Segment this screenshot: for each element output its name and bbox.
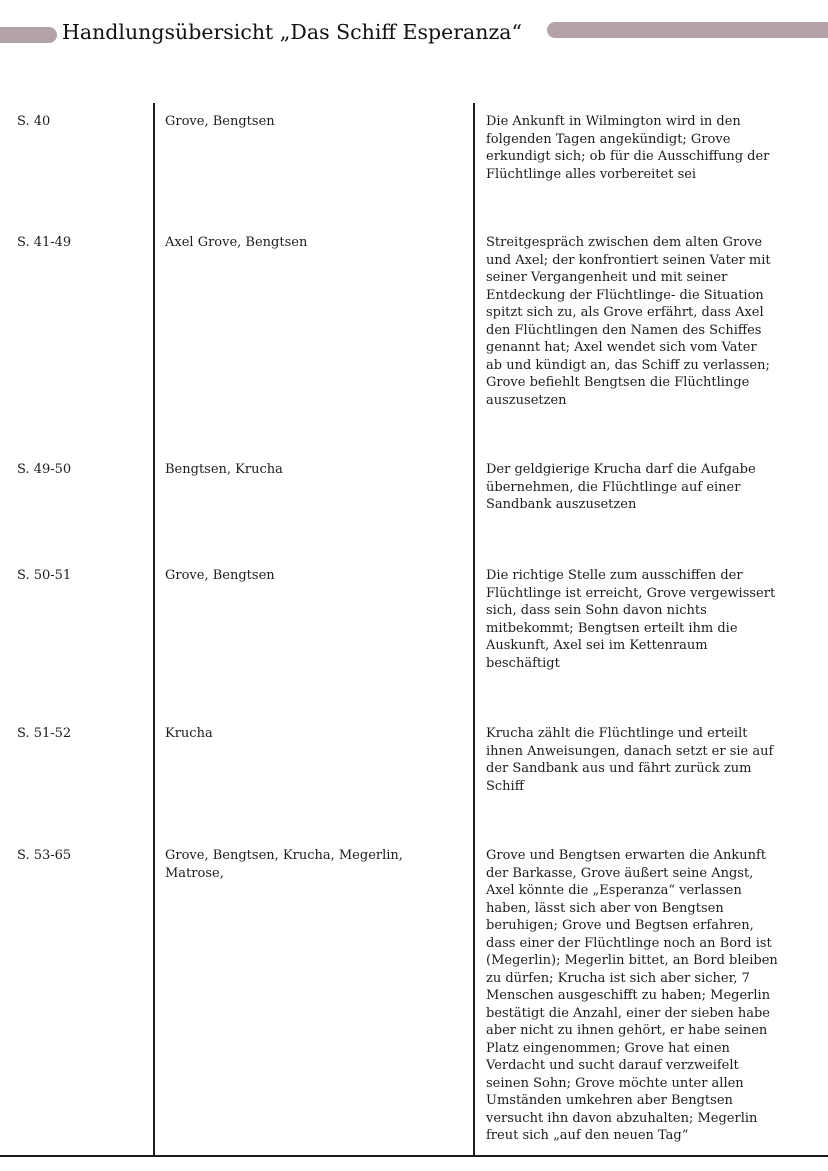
- summary-cell: [486, 725, 816, 795]
- summary-line: dass einer der Flüchtlinge noch an Bord ist: [486, 935, 772, 951]
- summary-line: Menschen ausgeschifft zu haben; Megerlin: [486, 988, 771, 1003]
- characters-line: Grove, Bengtsen: [165, 568, 275, 583]
- summary-line: Grove befiehlt Bengtsen die Flüchtlinge: [486, 375, 750, 390]
- column-divider-2: [473, 103, 475, 1155]
- header-accent-right: [547, 22, 828, 38]
- page-reference: S. 40: [17, 114, 51, 129]
- summary-line: genannt hat; Axel wendet sich vom Vater: [486, 340, 757, 355]
- summary-line: haben, lässt sich aber von Bengtsen: [486, 900, 724, 916]
- characters-cell: [165, 847, 465, 882]
- summary-line: Flüchtlinge ist erreicht, Grove vergewissert: [486, 585, 776, 601]
- summary-line: und Axel; der konfrontiert seinen Vater mit: [486, 252, 771, 268]
- header-accent-left: [0, 27, 57, 43]
- summary-line: sich, dass sein Sohn davon nichts: [486, 603, 707, 618]
- characters-line: Krucha: [165, 726, 213, 741]
- characters-line: Matrose,: [165, 865, 224, 881]
- summary-line: mitbekommt; Bengtsen erteilt ihm die: [486, 620, 738, 636]
- table-bottom-rule: [0, 1155, 828, 1157]
- summary-line: beschäftigt: [486, 655, 560, 671]
- summary-line: Der geldgierige Krucha darf die Aufgabe: [486, 462, 756, 477]
- page-reference: S. 53-65: [17, 848, 72, 863]
- summary-line: der Barkasse, Grove äußert seine Angst,: [486, 865, 754, 881]
- characters-cell: [165, 725, 465, 743]
- summary-line: Flüchtlinge alles vorbereitet sei: [486, 166, 697, 182]
- characters-cell: [165, 113, 465, 131]
- summary-line: auszusetzen: [486, 392, 567, 408]
- characters-cell: [165, 461, 465, 479]
- column-divider-1: [153, 103, 155, 1155]
- summary-line: Umständen umkehren aber Bengtsen: [486, 1093, 733, 1108]
- summary-line: versucht ihn davon abzuhalten; Megerlin: [486, 1110, 758, 1126]
- summary-line: Platz eingenommen; Grove hat einen: [486, 1040, 730, 1056]
- summary-line: ihnen Anweisungen, danach setzt er sie auf: [486, 743, 774, 759]
- summary-line: erkundigt sich; ob für die Ausschiffung der: [486, 149, 770, 164]
- summary-line: Verdacht und sucht darauf verzweifelt: [486, 1058, 739, 1073]
- page-title: Handlungsübersicht „Das Schiff Esperanza“: [62, 20, 522, 44]
- summary-line: Die richtige Stelle zum ausschiffen der: [486, 568, 743, 583]
- summary-cell: [486, 234, 816, 409]
- summary-line: aber nicht zu ihnen gehört, er habe seinen: [486, 1023, 768, 1038]
- characters-line: Grove, Bengtsen, Krucha, Megerlin,: [165, 848, 403, 863]
- summary-line: Die Ankunft in Wilmington wird in den: [486, 114, 741, 129]
- summary-line: (Megerlin); Megerlin bittet, an Bord bleiben: [486, 953, 778, 968]
- summary-cell: [486, 461, 816, 514]
- summary-line: freut sich „auf den neuen Tag“: [486, 1128, 689, 1143]
- page-reference: S. 51-52: [17, 726, 72, 741]
- summary-line: übernehmen, die Flüchtlinge auf einer: [486, 479, 741, 495]
- page-reference: S. 49-50: [17, 462, 72, 477]
- summary-line: der Sandbank aus und fährt zurück zum: [486, 761, 752, 776]
- characters-line: Grove, Bengtsen: [165, 114, 275, 129]
- characters-line: Axel Grove, Bengtsen: [165, 235, 308, 250]
- summary-line: Streitgespräch zwischen dem alten Grove: [486, 235, 763, 250]
- summary-line: Sandbank auszusetzen: [486, 497, 637, 512]
- characters-line: Bengtsen, Krucha: [165, 462, 283, 477]
- summary-line: seiner Vergangenheit und mit seiner: [486, 270, 728, 285]
- summary-line: Schiff: [486, 778, 524, 794]
- page-reference: S. 50-51: [17, 568, 72, 583]
- summary-line: folgenden Tagen angekündigt; Grove: [486, 131, 731, 147]
- summary-line: zu dürfen; Krucha ist sich aber sicher, 7: [486, 970, 750, 986]
- characters-cell: [165, 567, 465, 585]
- summary-line: Axel könnte die „Esperanza“ verlassen: [486, 883, 742, 898]
- summary-cell: [486, 113, 816, 183]
- summary-line: Entdeckung der Flüchtlinge- die Situation: [486, 287, 764, 303]
- summary-line: seinen Sohn; Grove möchte unter allen: [486, 1075, 744, 1091]
- summary-line: spitzt sich zu, als Grove erfährt, dass Axel: [486, 305, 764, 320]
- summary-line: ab und kündigt an, das Schiff zu verlassen;: [486, 357, 770, 373]
- summary-line: Grove und Bengtsen erwarten die Ankunft: [486, 848, 766, 863]
- page-reference: S. 41-49: [17, 235, 72, 250]
- summary-line: den Flüchtlingen den Namen des Schiffes: [486, 322, 762, 338]
- summary-cell: [486, 567, 816, 672]
- summary-cell: [486, 847, 816, 1145]
- characters-cell: [165, 234, 465, 252]
- summary-line: Auskunft, Axel sei im Kettenraum: [486, 638, 708, 653]
- summary-line: Krucha zählt die Flüchtlinge und erteilt: [486, 726, 748, 741]
- summary-line: beruhigen; Grove und Begtsen erfahren,: [486, 918, 754, 933]
- summary-line: bestätigt die Anzahl, einer der sieben habe: [486, 1005, 770, 1021]
